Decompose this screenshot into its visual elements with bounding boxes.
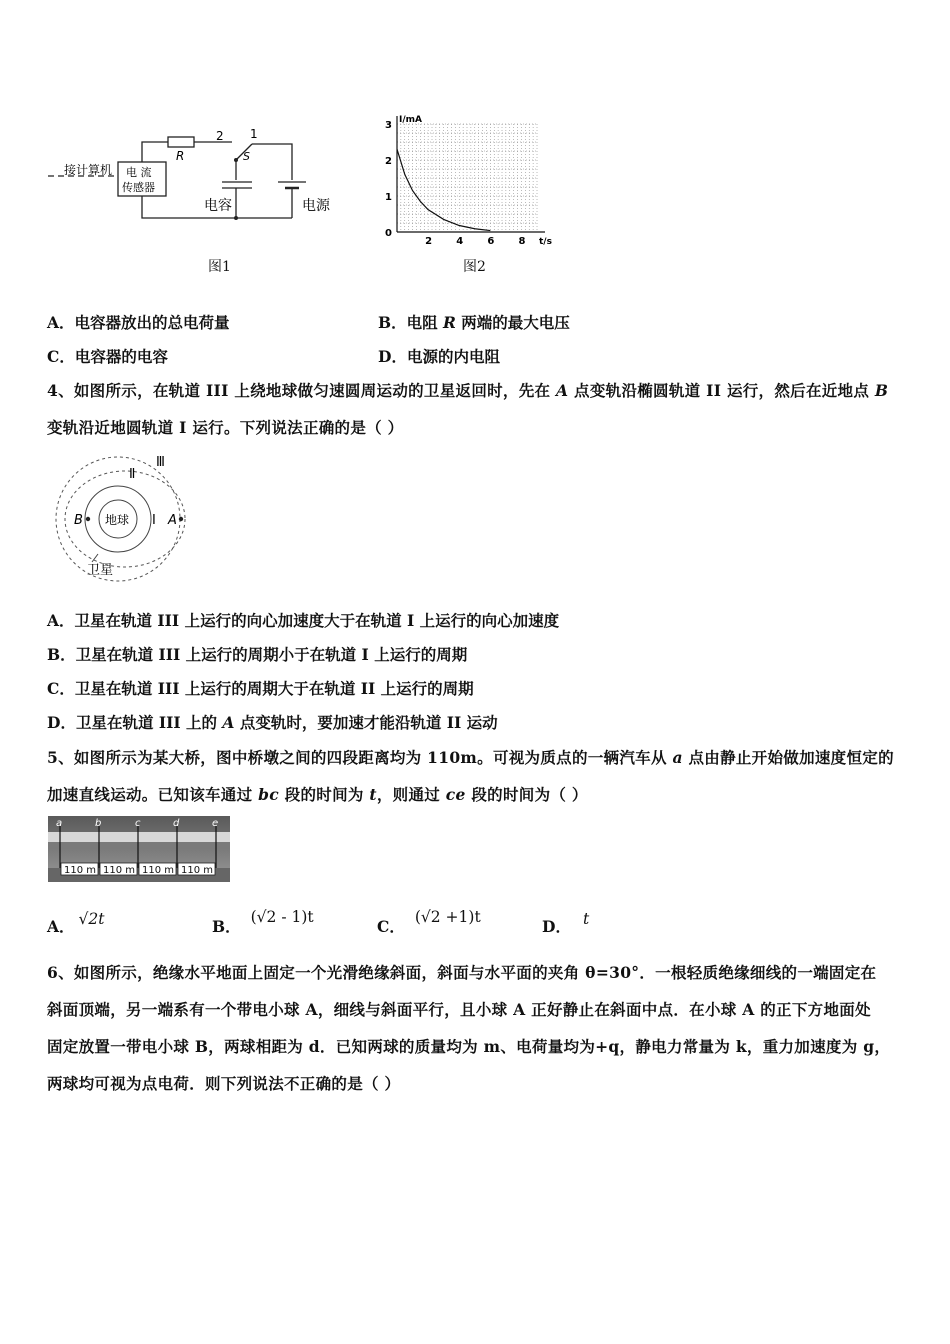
q5-stem-line-1: [47, 746, 894, 768]
bridge-point-b: b: [95, 818, 102, 829]
q3-option-b-suffix: 两端的最大电压: [455, 313, 570, 332]
q3-option-b-prefix: B．电阻: [378, 313, 443, 332]
segment-label-2: 110 m: [103, 865, 136, 876]
q5-option-a[interactable]: [47, 910, 105, 937]
resistor-symbol: [168, 137, 194, 147]
q5-option-d-label: D．: [542, 917, 571, 936]
q4-option-d-prefix: D．卫星在轨道 III 上的: [47, 713, 223, 732]
orbit-ii-label: Ⅱ: [129, 467, 136, 482]
q5-option-b-expr: (√2 - 1)t: [250, 908, 314, 926]
q3-option-a[interactable]: A．电容器放出的总电荷量: [47, 313, 230, 332]
q4-stem-line-2: 变轨沿近地圆轨道 I 运行。下列说法正确的是（ ）: [47, 418, 404, 437]
y-axis-label: I/mA: [399, 115, 422, 125]
q5-option-c-label: C．: [377, 917, 405, 936]
point-b-label: B: [74, 513, 83, 528]
q5-option-d[interactable]: [542, 910, 590, 937]
q5-point-a: a: [672, 748, 683, 767]
orbit-i-label: I: [152, 513, 156, 528]
q5-option-b[interactable]: [212, 908, 314, 937]
q4-point-a: A: [556, 381, 569, 400]
q4-option-d-a: A: [222, 713, 235, 732]
junction-dot: [234, 216, 238, 220]
q5-stem-part: ，则通过: [376, 785, 446, 804]
q5-option-a-label: A．: [47, 917, 75, 936]
circuit-figure: [40, 120, 340, 280]
switch-label: S: [243, 150, 250, 163]
q6-stem-line-4: 两球均可视为点电荷．则下列说法不正确的是（ ）: [47, 1074, 401, 1093]
x-tick-label: 4: [456, 236, 464, 247]
q4-option-b[interactable]: B．卫星在轨道 III 上运行的周期小于在轨道 I 上运行的周期: [47, 645, 468, 664]
x-tick-label: 6: [487, 236, 495, 247]
point-a-dot: [179, 517, 183, 521]
q4-point-b: B: [874, 381, 889, 400]
satellite-label: 卫星: [87, 563, 114, 578]
q6-stem-line-1: 6、如图所示，绝缘水平地面上固定一个光滑绝缘斜面，斜面与水平面的夹角 θ=30°．一根轻质绝缘细线的一端固定在: [47, 963, 877, 982]
q5-option-c-expr: (√2 +1)t: [414, 908, 481, 926]
q5-option-b-label: B．: [212, 917, 241, 936]
discharge-curve: [397, 149, 490, 230]
q3-option-c[interactable]: C．电容器的电容: [47, 347, 168, 366]
bridge-point-e: e: [212, 818, 219, 829]
q5-stem-part: 点由静止开始做加速度恒定的: [682, 748, 894, 767]
q4-option-d[interactable]: [47, 711, 498, 733]
bridge-point-d: d: [173, 818, 180, 829]
q5-segment-bc: bc: [258, 785, 279, 804]
q5-option-a-expr: √2t: [78, 910, 105, 928]
segment-label-4: 110 m: [181, 865, 214, 876]
x-tick-label: 2: [425, 236, 433, 247]
q5-stem-part: 段的时间为: [279, 785, 370, 804]
q5-option-d-expr: t: [582, 910, 590, 928]
q3-option-b-r: R: [443, 313, 456, 332]
q6-stem-line-3: 固定放置一带电小球 B，两球相距为 d．已知两球的质量均为 m、电荷量均为+q，静电力常量为 k，重力加速度为 g，: [47, 1037, 891, 1056]
bridge-point-a: a: [56, 818, 63, 829]
q5-stem-part: 加速直线运动。已知该车通过: [47, 785, 259, 804]
bridge-deck: [48, 832, 230, 842]
point-a-label: A: [168, 513, 177, 528]
q4-option-a[interactable]: A．卫星在轨道 III 上运行的向心加速度大于在轨道 I 上运行的向心加速度: [47, 611, 560, 630]
computer-label: 接计算机: [64, 163, 113, 177]
q6-stem-line-2: 斜面顶端，另一端系有一个带电小球 A，细线与斜面平行，且小球 A 正好静止在斜面中点．在小球 A 的正下方地面处: [47, 1000, 871, 1019]
x-axis-label: t/s: [539, 237, 552, 247]
q3-option-b[interactable]: [378, 311, 570, 333]
orbit-figure: [52, 450, 197, 585]
switch-pos-1-label: 1: [250, 127, 258, 141]
figure-2-caption: 图2: [463, 259, 486, 275]
q4-option-c[interactable]: C．卫星在轨道 III 上运行的周期大于在轨道 II 上运行的周期: [47, 679, 474, 698]
q5-stem-line-2: [47, 783, 588, 805]
switch-pos-2-label: 2: [216, 129, 224, 143]
y-tick-label: 1: [385, 192, 392, 203]
switch-pivot: [234, 158, 238, 162]
sensor-label-2: 传感器: [122, 181, 155, 194]
bridge-figure: [48, 816, 230, 882]
resistor-label: R: [176, 149, 185, 163]
capacitor-label: 电容: [204, 198, 232, 214]
earth-label: 地球: [105, 513, 130, 527]
bridge-point-c: c: [135, 818, 141, 829]
q4-stem-part: 点变轨沿椭圆轨道 II 运行，然后在近地点: [568, 381, 875, 400]
q3-option-d[interactable]: D．电源的内电阻: [378, 347, 500, 366]
source-label: 电源: [302, 198, 330, 214]
sensor-label-1: 电 流: [126, 166, 152, 179]
y-tick-label: 2: [385, 156, 392, 167]
y-tick-label: 3: [385, 120, 392, 131]
figure-1-caption: 图1: [208, 259, 231, 275]
current-time-graph: [375, 108, 575, 248]
q5-stem-part: 段的时间为（ ）: [465, 785, 588, 804]
q5-stem-part: 5、如图所示为某大桥，图中桥墩之间的四段距离均为 110m。可视为质点的一辆汽车从: [47, 748, 673, 767]
q4-stem-line-1: [47, 379, 888, 401]
q4-stem-part: 4、如图所示，在轨道 III 上绕地球做匀速圆周运动的卫星返回时，先在: [47, 381, 557, 400]
y-tick-label: 0: [385, 228, 392, 239]
q5-time-t: t: [369, 785, 377, 804]
q5-segment-ce: ce: [445, 785, 466, 804]
segment-label-1: 110 m: [64, 865, 97, 876]
q4-option-d-suffix: 点变轨时，要加速才能沿轨道 II 运动: [234, 713, 498, 732]
orbit-iii-label: Ⅲ: [156, 455, 165, 470]
segment-label-3: 110 m: [142, 865, 175, 876]
q5-option-c[interactable]: [377, 908, 481, 937]
x-tick-label: 8: [518, 236, 526, 247]
point-b-dot: [86, 517, 90, 521]
